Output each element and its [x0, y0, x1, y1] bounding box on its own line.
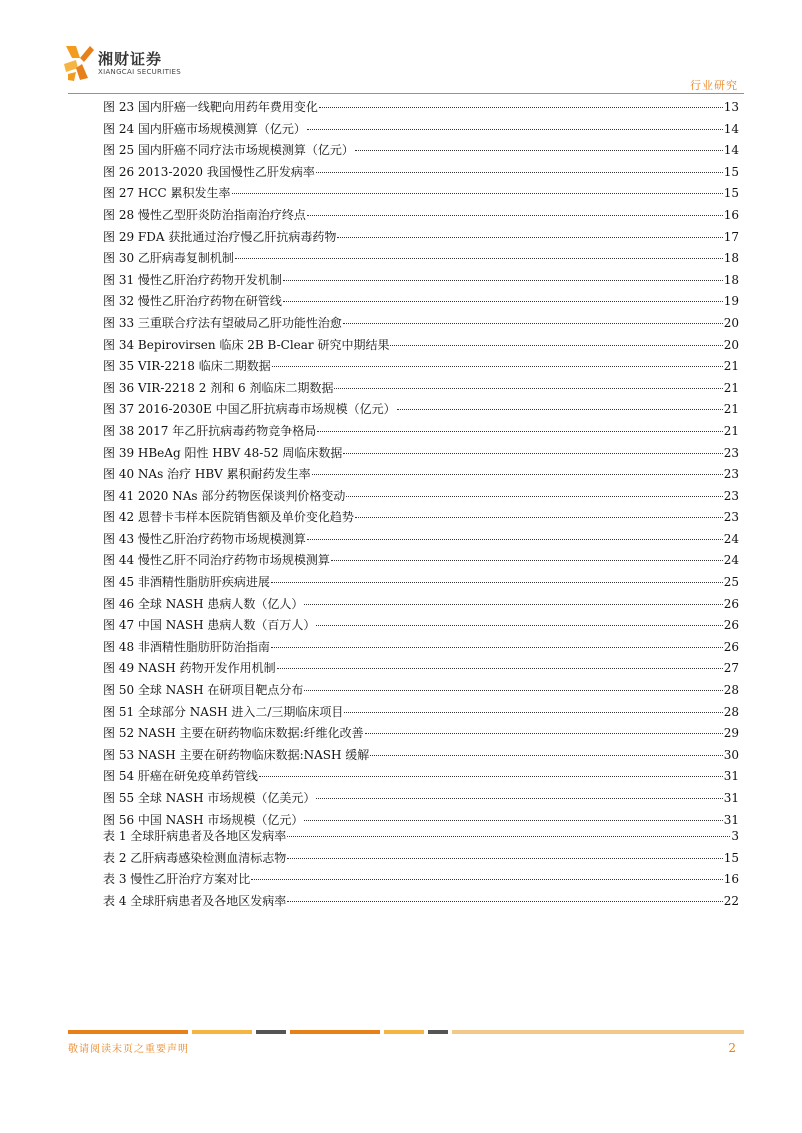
header-divider: [68, 93, 744, 94]
dot-leader: [316, 798, 722, 799]
toc-entry-title: 图 51 全球部分 NASH 进入二/三期临床项目: [103, 704, 344, 719]
dot-leader: [370, 755, 722, 756]
toc-entry-page: 31: [723, 791, 739, 805]
toc-entry-title: 表 2 乙肝病毒感染检测血清标志物: [103, 850, 287, 865]
figure-toc-row[interactable]: [103, 313, 739, 335]
toc-entry-title: 图 48 非酒精性脂肪肝防治指南: [103, 639, 270, 654]
dot-leader: [283, 280, 723, 281]
toc-entry-page: 20: [723, 315, 739, 330]
dot-leader: [365, 733, 723, 734]
toc-entry-page: 14: [723, 143, 739, 158]
toc-entry-page: 31: [723, 812, 739, 827]
toc-entry-title: 图 46 全球 NASH 患病人数（亿人）: [103, 596, 304, 611]
dot-leader: [355, 150, 723, 151]
table-toc-row[interactable]: [103, 891, 739, 913]
toc-entry-title: 图 23 国内肝癌一线靶向用药年费用变化: [103, 100, 318, 114]
toc-entry-title: 图 42 恩替卡韦样本医院销售额及单价变化趋势: [103, 510, 354, 525]
figure-toc-row[interactable]: [103, 378, 739, 400]
dot-leader: [312, 474, 723, 475]
figure-toc-row[interactable]: [103, 291, 739, 313]
toc-entry-title: 图 50 全球 NASH 在研项目靶点分布: [103, 683, 304, 698]
toc-entry-title: 图 47 中国 NASH 患病人数（百万人）: [103, 618, 316, 633]
toc-entry-title: 图 36 VIR-2218 2 剂和 6 剂临床二期数据: [103, 380, 334, 395]
toc-entry-title: 图 37 2016-2030E 中国乙肝抗病毒市场规模（亿元）: [103, 402, 396, 417]
toc-entry-page: 15: [723, 186, 739, 201]
toc-entry-title: 图 55 全球 NASH 市场规模（亿美元）: [103, 791, 316, 805]
dot-leader: [346, 496, 722, 497]
section-label: 行业研究: [690, 79, 738, 92]
figure-toc-row[interactable]: [103, 205, 739, 227]
toc-entry-page: 18: [723, 272, 739, 287]
dot-leader: [251, 879, 722, 880]
toc-entry-page: 19: [723, 294, 739, 309]
dot-leader: [287, 858, 722, 859]
toc-entry-page: 30: [723, 747, 739, 762]
figure-toc-row[interactable]: [103, 227, 739, 249]
figure-toc-row[interactable]: [103, 486, 739, 508]
toc-entry-title: 图 24 国内肝癌市场规模测算（亿元）: [103, 121, 306, 136]
dot-leader: [355, 517, 723, 518]
figure-toc-row[interactable]: [103, 702, 739, 724]
figure-toc-row[interactable]: [103, 658, 739, 680]
footer-decorative-bar: [68, 1030, 744, 1034]
toc-entry-page: 16: [723, 872, 739, 887]
figure-toc-row[interactable]: [103, 723, 739, 745]
toc-entry-title: 图 27 HCC 累积发生率: [103, 186, 231, 201]
toc-entry-title: 图 49 NASH 药物开发作用机制: [103, 661, 276, 676]
toc-entry-page: 25: [723, 575, 739, 590]
toc-entry-page: 26: [723, 639, 739, 654]
table-toc-row[interactable]: [103, 826, 739, 848]
dot-leader: [319, 107, 723, 108]
toc-entry-title: 图 53 NASH 主要在研药物临床数据:NASH 缓解: [103, 747, 370, 762]
toc-entry-page: 21: [723, 423, 739, 438]
dot-leader: [337, 237, 722, 238]
toc-entry-title: 图 28 慢性乙型肝炎防治指南治疗终点: [103, 207, 306, 222]
toc-entry-title: 图 54 肝癌在研免疫单药管线: [103, 769, 258, 784]
page-header: [0, 0, 802, 100]
table-list: [103, 826, 739, 912]
dot-leader: [316, 625, 722, 626]
figure-toc-row[interactable]: [103, 550, 739, 572]
toc-entry-title: 图 33 三重联合疗法有望破局乙肝功能性治愈: [103, 315, 342, 330]
dot-leader: [316, 172, 723, 173]
figure-toc-row[interactable]: [103, 421, 739, 443]
dot-leader: [390, 345, 722, 346]
toc-entry-page: 14: [723, 121, 739, 136]
figure-toc-row[interactable]: [103, 788, 739, 810]
toc-entry-title: 图 31 慢性乙肝治疗药物开发机制: [103, 272, 282, 287]
dot-leader: [304, 690, 722, 691]
dot-leader: [235, 258, 723, 259]
toc-entry-title: 图 41 2020 NAs 部分药物医保谈判价格变动: [103, 488, 346, 503]
toc-entry-title: 图 32 慢性乙肝治疗药物在研管线: [103, 294, 282, 309]
toc-entry-page: 26: [723, 618, 739, 633]
toc-entry-page: 24: [723, 553, 739, 568]
table-toc-row[interactable]: [103, 848, 739, 870]
figure-toc-row[interactable]: [103, 637, 739, 659]
toc-entry-page: 20: [723, 337, 739, 352]
figure-toc-row[interactable]: [103, 443, 739, 465]
dot-leader: [397, 409, 723, 410]
dot-leader: [331, 560, 723, 561]
dot-leader: [277, 668, 723, 669]
figure-toc-row[interactable]: [103, 680, 739, 702]
toc-entry-page: 24: [723, 531, 739, 546]
toc-entry-title: 表 3 慢性乙肝治疗方案对比: [103, 872, 251, 887]
dot-leader: [307, 539, 723, 540]
toc-entry-title: 图 39 HBeAg 阳性 HBV 48-52 周临床数据: [103, 445, 343, 460]
dot-leader: [334, 388, 722, 389]
toc-entry-page: 18: [723, 251, 739, 266]
toc-entry-page: 15: [723, 850, 739, 865]
brand-name-cn: 湘财证券: [98, 50, 163, 68]
dot-leader: [272, 366, 723, 367]
xiangcai-logo-icon: [62, 44, 94, 82]
toc-entry-page: 15: [723, 164, 739, 179]
figure-list: [103, 97, 739, 831]
figure-toc-row[interactable]: [103, 119, 739, 141]
toc-entry-page: 23: [723, 488, 739, 503]
toc-entry-title: 表 1 全球肝病患者及各地区发病率: [103, 829, 287, 843]
disclaimer-note: 敬请阅读末页之重要声明: [68, 1044, 189, 1055]
dot-leader: [259, 776, 723, 777]
dot-leader: [317, 431, 722, 432]
dot-leader: [232, 193, 723, 194]
figure-toc-row[interactable]: [103, 97, 739, 119]
figure-toc-row[interactable]: [103, 335, 739, 357]
figure-toc-row[interactable]: [103, 140, 739, 162]
toc-entry-title: 图 29 FDA 获批通过治疗慢乙肝抗病毒药物: [103, 229, 337, 244]
toc-entry-title: 图 34 Bepirovirsen 临床 2B B-Clear 研究中期结果: [103, 337, 390, 352]
toc-entry-page: 21: [723, 380, 739, 395]
toc-entry-title: 表 4 全球肝病患者及各地区发病率: [103, 893, 287, 908]
toc-entry-page: 21: [723, 359, 739, 374]
toc-entry-page: 21: [723, 402, 739, 417]
figure-toc-row[interactable]: [103, 248, 739, 270]
toc-entry-title: 图 45 非酒精性脂肪肝疾病进展: [103, 575, 270, 590]
toc-entry-page: 26: [723, 596, 739, 611]
dot-leader: [307, 129, 723, 130]
toc-entry-page: 28: [723, 683, 739, 698]
figure-toc-row[interactable]: [103, 183, 739, 205]
toc-entry-page: 31: [723, 769, 739, 784]
table-toc-row[interactable]: [103, 869, 739, 891]
toc-entry-page: 23: [723, 467, 739, 482]
figure-toc-row[interactable]: [103, 594, 739, 616]
figure-toc-row[interactable]: [103, 745, 739, 767]
toc-entry-title: 图 26 2013-2020 我国慢性乙肝发病率: [103, 164, 315, 179]
toc-entry-page: 13: [723, 100, 739, 114]
dot-leader: [283, 301, 723, 302]
dot-leader: [344, 712, 722, 713]
figure-toc-row[interactable]: [103, 507, 739, 529]
toc-entry-title: 图 40 NAs 治疗 HBV 累积耐药发生率: [103, 467, 311, 482]
figure-toc-row[interactable]: [103, 270, 739, 292]
toc-entry-title: 图 52 NASH 主要在研药物临床数据:纤维化改善: [103, 726, 364, 741]
toc-entry-title: 图 30 乙肝病毒复制机制: [103, 251, 234, 266]
toc-entry-title: 图 43 慢性乙肝治疗药物市场规模测算: [103, 531, 306, 546]
dot-leader: [287, 901, 722, 902]
toc-entry-title: 图 56 中国 NASH 市场规模（亿元）: [103, 812, 304, 827]
toc-entry-page: 3: [731, 829, 739, 843]
toc-entry-page: 27: [723, 661, 739, 676]
toc-entry-page: 29: [723, 726, 739, 741]
toc-entry-title: 图 35 VIR-2218 临床二期数据: [103, 359, 271, 374]
figure-toc-row[interactable]: [103, 356, 739, 378]
toc-entry-title: 图 44 慢性乙肝不同治疗药物市场规模测算: [103, 553, 330, 568]
figure-toc-row[interactable]: [103, 615, 739, 637]
dot-leader: [343, 323, 723, 324]
toc-entry-page: 23: [723, 510, 739, 525]
toc-entry-page: 16: [723, 207, 739, 222]
figure-toc-row[interactable]: [103, 529, 739, 551]
toc-entry-page: 17: [723, 229, 739, 244]
dot-leader: [343, 453, 722, 454]
toc-entry-page: 23: [723, 445, 739, 460]
page-number: 2: [728, 1041, 736, 1055]
toc-entry-page: 28: [723, 704, 739, 719]
toc-entry-title: 图 38 2017 年乙肝抗病毒药物竞争格局: [103, 423, 317, 438]
dot-leader: [287, 836, 730, 837]
dot-leader: [271, 582, 723, 583]
toc-entry-page: 22: [723, 893, 739, 908]
brand-name-en: XIANGCAI SECURITIES: [98, 68, 181, 76]
figure-toc-row[interactable]: [103, 399, 739, 421]
figure-toc-row[interactable]: [103, 162, 739, 184]
figure-toc-row[interactable]: [103, 464, 739, 486]
toc-entry-title: 图 25 国内肝癌不同疗法市场规模测算（亿元）: [103, 143, 354, 158]
figure-toc-row[interactable]: [103, 572, 739, 594]
dot-leader: [304, 604, 722, 605]
dot-leader: [271, 647, 723, 648]
dot-leader: [307, 215, 723, 216]
figure-toc-row[interactable]: [103, 766, 739, 788]
dot-leader: [304, 820, 722, 821]
